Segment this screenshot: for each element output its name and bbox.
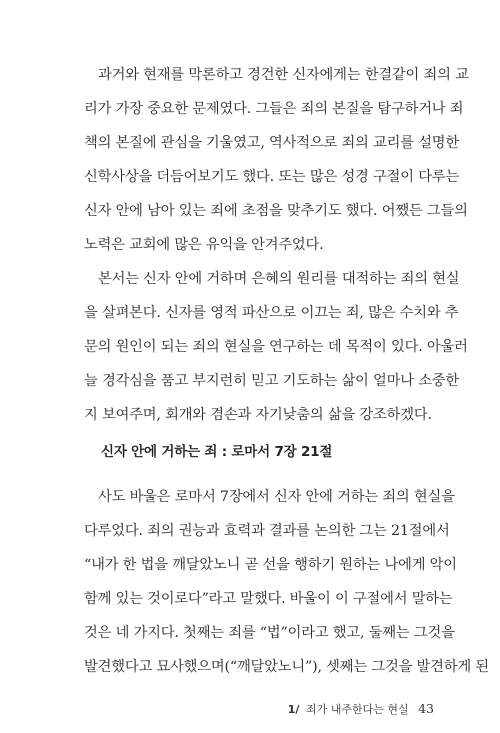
text-line: 을 살펴본다. 신자를 영적 파산으로 이끄는 죄, 많은 수치와 추 xyxy=(84,305,459,321)
text-line: 사도 바울은 로마서 7장에서 신자 안에 거하는 죄의 현실을 xyxy=(98,489,455,505)
chapter-number: 1/ xyxy=(287,703,300,716)
text-line: 것은 네 가지다. 첫째는 죄를 “법”이라고 했고, 둘째는 그것을 xyxy=(84,625,455,641)
text-line: “내가 한 법을 깨달았노니 곧 선을 행하기 원하는 나에게 악이 xyxy=(84,557,457,573)
text-line: 본서는 신자 안에 거하며 은혜의 원리를 대적하는 죄의 현실 xyxy=(98,271,460,287)
page-footer xyxy=(288,700,434,718)
page-number: 43 xyxy=(418,701,434,716)
text-line: 문의 원인이 되는 죄의 현실을 연구하는 데 목적이 있다. 아울러 xyxy=(84,339,468,355)
text-line: 책의 본질에 관심을 기울였고, 역사적으로 죄의 교리를 설명한 xyxy=(84,135,460,151)
text-line: 늘 경각심을 품고 부지런히 믿고 기도하는 삶이 얼마나 소중한 xyxy=(84,373,460,389)
text-line: 함께 있는 것이로다”라고 말했다. 바울이 이 구절에서 말하는 xyxy=(84,591,453,607)
text-line: 발견했다고 묘사했으며(“깨달았노니”), 셋째는 그것을 발견하게 된 xyxy=(84,659,489,675)
section-heading: 신자 안에 거하는 죄 : 로마서 7장 21절 xyxy=(101,444,333,460)
text-line: 다루었다. 죄의 권능과 효력과 결과를 논의한 그는 21절에서 xyxy=(84,523,450,539)
text-line: 신자 안에 남아 있는 죄에 초점을 맞추기도 했다. 어쨌든 그들의 xyxy=(84,203,468,219)
text-line: 과거와 현재를 막론하고 경건한 신자에게는 한결같이 죄의 교 xyxy=(98,67,469,83)
text-line: 리가 가장 중요한 문제였다. 그들은 죄의 본질을 탐구하거나 죄 xyxy=(84,101,464,117)
text-line: 노력은 교회에 많은 유익을 안겨주었다. xyxy=(84,237,324,253)
text-line: 지 보여주며, 회개와 겸손과 자기낮춤의 삶을 강조하겠다. xyxy=(84,407,432,423)
running-head: 죄가 내주한다는 현실 xyxy=(305,703,409,716)
text-line: 신학사상을 더듬어보기도 했다. 또는 많은 성경 구절이 다루는 xyxy=(84,169,460,185)
